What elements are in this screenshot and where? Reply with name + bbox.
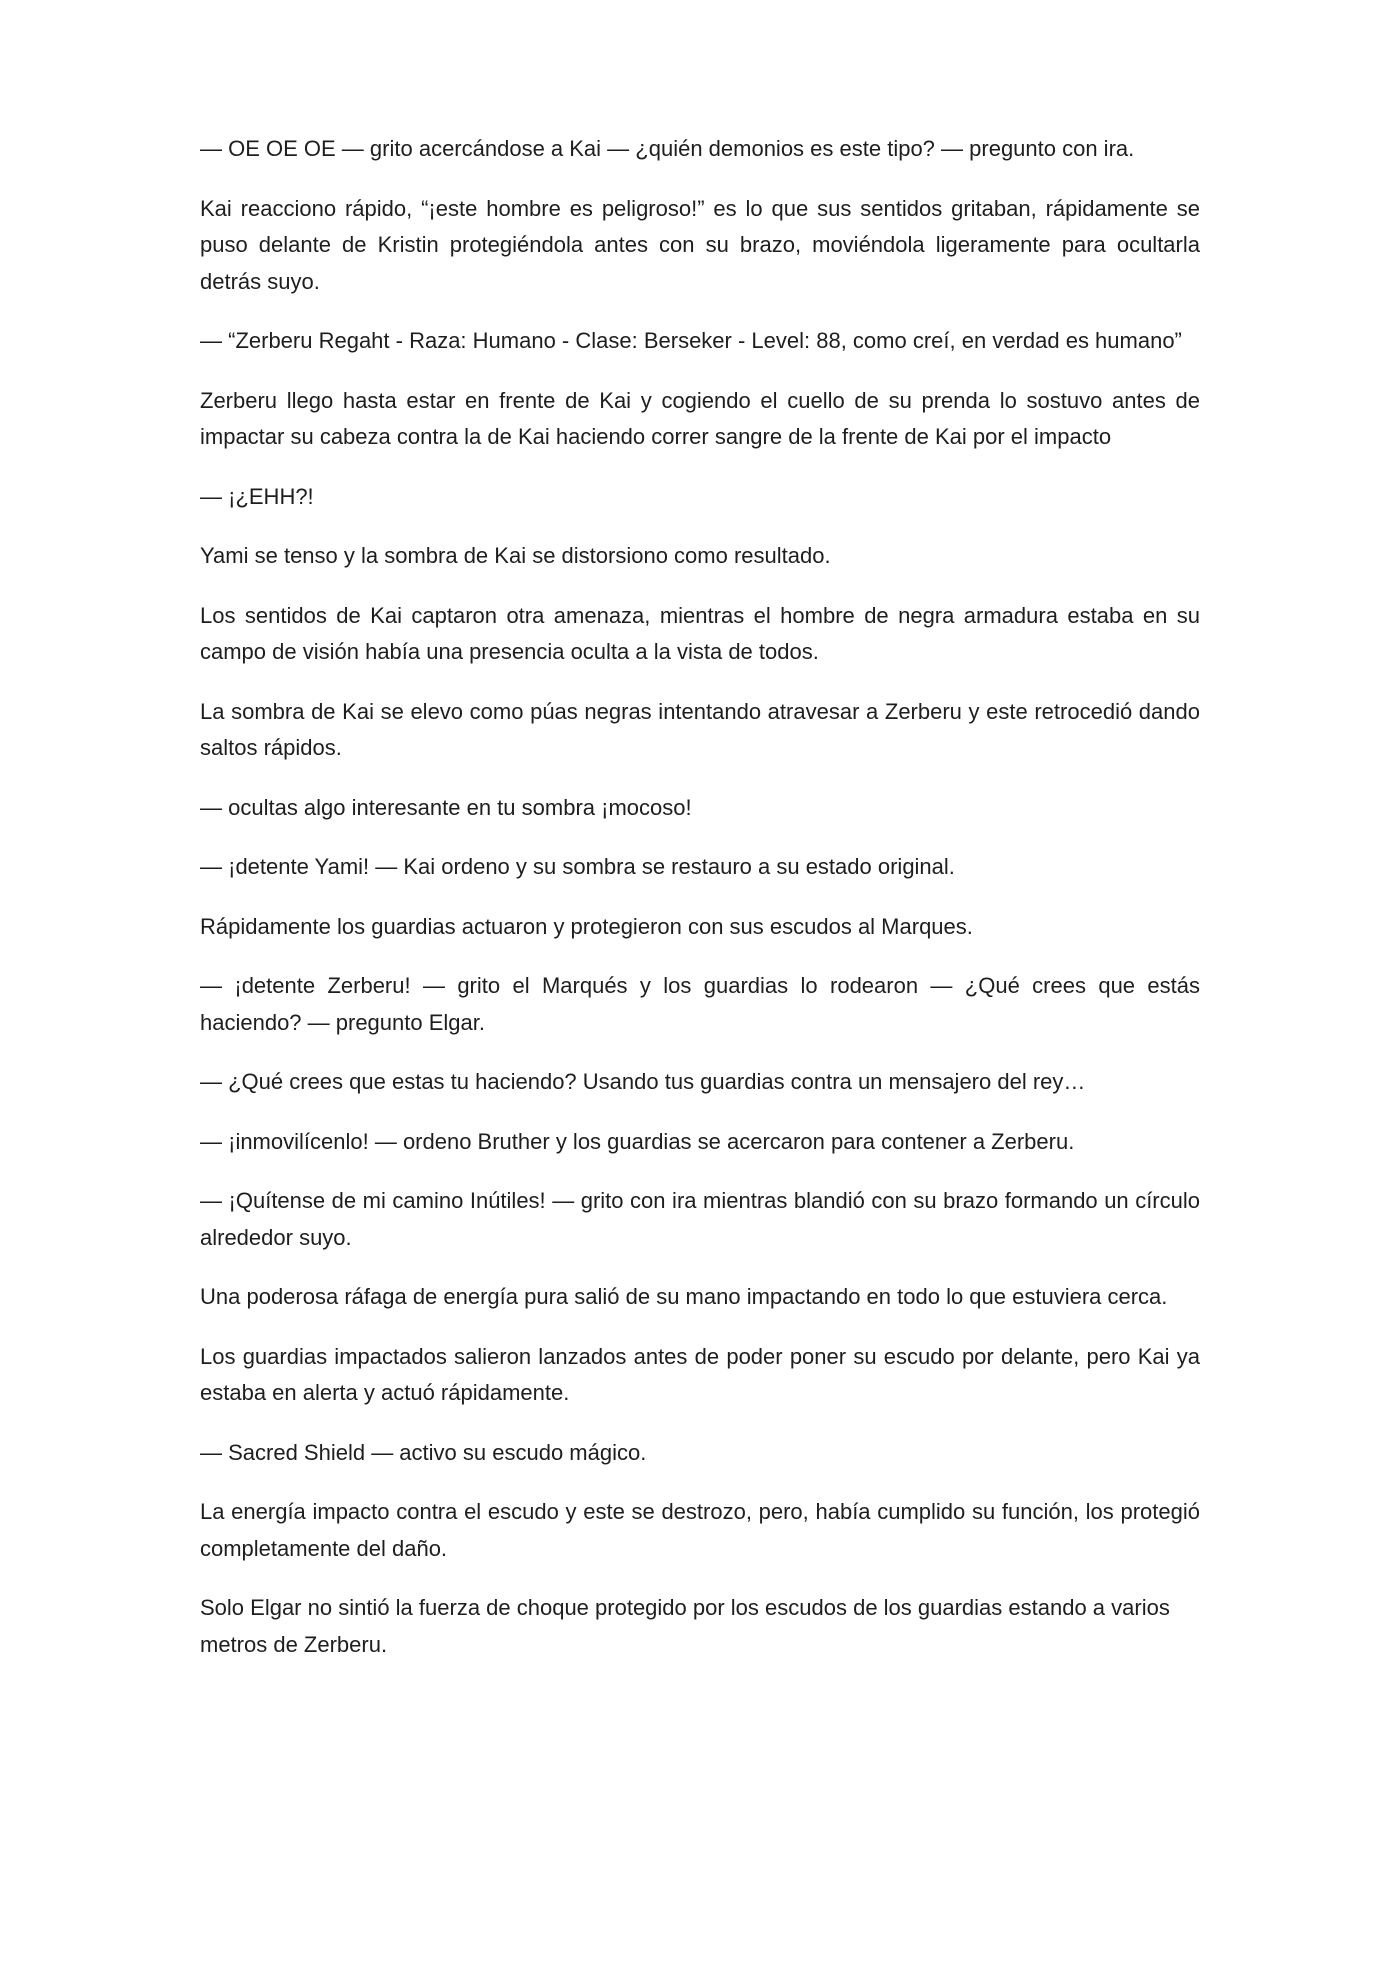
paragraph: Una poderosa ráfaga de energía pura salió de su mano impactando en todo lo que estuviera cerca.	[200, 1284, 1168, 1309]
document-body	[200, 131, 1200, 1686]
paragraph: Rápidamente los guardias actuaron y protegieron con sus escudos al Marques.	[200, 913, 973, 939]
paragraph: — ocultas algo interesante en tu sombra ¡mocoso!	[200, 794, 692, 820]
paragraph: — ¡¿EHH?!	[200, 483, 314, 509]
paragraph: Los guardias impactados salieron lanzados antes de poder poner su escudo por delante, pero Kai ya estaba en alerta y actuó rápidamente.	[200, 1343, 1200, 1405]
paragraph: — ¡Quítense de mi camino Inútiles! — grito con ira mientras blandió con su brazo formando un círculo alrededor suyo.	[200, 1188, 1200, 1250]
paragraph: — ¡detente Yami! — Kai ordeno y su sombra se restauro a su estado original.	[200, 854, 955, 879]
paragraph: — ¿Qué crees que estas tu haciendo? Usando tus guardias contra un mensajero del rey…	[200, 1069, 1086, 1094]
paragraph: Solo Elgar no sintió la fuerza de choque protegido por los escudos de los guardias estando a varios metros de Zerberu.	[200, 1595, 1170, 1657]
paragraph: Yami se tenso y la sombra de Kai se distorsiono como resultado.	[200, 543, 831, 568]
paragraph: — OE OE OE — grito acercándose a Kai — ¿quién demonios es este tipo? — pregunto con ira.	[200, 136, 1135, 161]
paragraph: — Sacred Shield — activo su escudo mágico.	[200, 1439, 647, 1465]
paragraph: Los sentidos de Kai captaron otra amenaza, mientras el hombre de negra armadura estaba en su campo de visión había una presencia oculta a la vista de todos.	[200, 602, 1200, 664]
paragraph: La sombra de Kai se elevo como púas negras intentando atravesar a Zerberu y este retrocedió dando saltos rápidos.	[200, 698, 1200, 760]
paragraph: Kai reacciono rápido, “¡este hombre es peligroso!” es lo que sus sentidos gritaban, rápidamente se puso delante de Kristin protegiéndola antes con su brazo, moviéndola ligeramente para ocultarla detrás suyo.	[200, 195, 1200, 294]
paragraph: — “Zerberu Regaht - Raza: Humano - Clase: Berseker - Level: 88, como creí, en verdad es humano”	[200, 328, 1182, 353]
paragraph: Zerberu llego hasta estar en frente de Kai y cogiendo el cuello de su prenda lo sostuvo antes de impactar su cabeza contra la de Kai haciendo correr sangre de la frente de Kai por el impacto	[200, 387, 1200, 449]
paragraph: — ¡inmovilícenlo! — ordeno Bruther y los guardias se acercaron para contener a Zerberu.	[200, 1128, 1075, 1154]
paragraph: La energía impacto contra el escudo y este se destrozo, pero, había cumplido su función, los protegió completamente del daño.	[200, 1499, 1200, 1561]
paragraph: — ¡detente Zerberu! — grito el Marqués y los guardias lo rodearon — ¿Qué crees que estás haciendo? — pregunto Elgar.	[200, 973, 1200, 1035]
